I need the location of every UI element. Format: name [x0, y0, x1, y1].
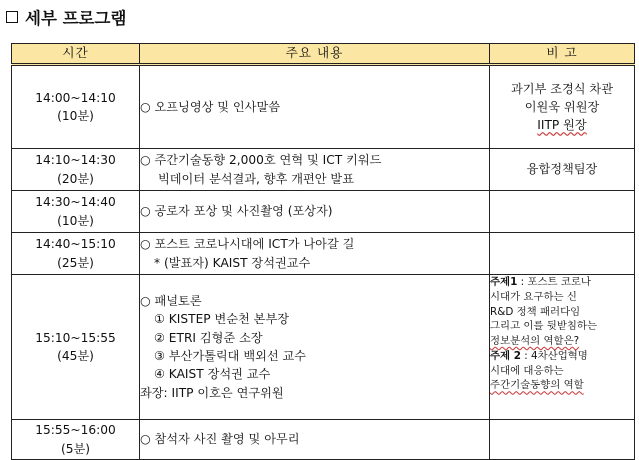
time-duration: (25분) [57, 255, 94, 270]
topic-line: 주간기술동향의 역할 [490, 379, 584, 392]
content-line: 좌장: IITP 이호은 연구위원 [140, 385, 284, 400]
topic-line: R&D 정책 패러다임 [490, 305, 581, 318]
column-header-time: 시간 [12, 44, 140, 65]
topic-line: 정보분석의 역할은? [490, 335, 580, 348]
table-row [12, 65, 635, 149]
content-cell [140, 65, 490, 149]
topic-text: : 4차산업혁명 [520, 349, 588, 362]
content-line: ○ 패널토론 [140, 294, 202, 309]
time-range: 14:40~15:10 [35, 237, 116, 252]
topic-line [490, 275, 634, 290]
table-row [12, 191, 635, 233]
time-cell [12, 275, 140, 420]
section-heading [6, 4, 126, 30]
content-line: ① KISTEP 변순천 본부장 [154, 312, 290, 327]
note-line: 이원욱 위원장 [524, 99, 600, 114]
time-range: 14:30~14:40 [35, 195, 116, 210]
content-cell [140, 191, 490, 233]
time-duration: (45분) [57, 349, 94, 363]
table-header-row [12, 44, 635, 65]
table-row [12, 149, 635, 191]
time-duration: (20분) [57, 171, 94, 186]
column-header-content: 주요 내용 [140, 44, 490, 65]
time-duration: (5분) [60, 441, 91, 456]
content-line: ○ 공로자 포상 및 사진촬영 (포상자) [140, 204, 333, 219]
content-line: 빅데이터 분석결과, 향후 개편안 발표 [158, 171, 354, 186]
time-cell [12, 65, 140, 149]
time-cell [12, 149, 140, 191]
checkbox-square-icon [6, 11, 18, 23]
time-range: 14:00~14:10 [35, 90, 116, 105]
time-cell [12, 191, 140, 233]
topic-label: 주제1 [490, 276, 518, 288]
content-line: ② ETRI 김형준 소장 [154, 330, 263, 345]
time-duration: (10분) [57, 213, 94, 228]
note-cell-topics [490, 275, 635, 420]
content-cell [140, 149, 490, 191]
content-line: ○ 오프닝영상 및 인사말씀 [140, 99, 280, 114]
content-cell [140, 420, 490, 460]
content-line: ○ 포스트 코로나시대에 ICT가 나아갈 길 [140, 237, 355, 252]
content-line: ④ KAIST 장석권 교수 [154, 367, 271, 382]
content-line: * (발표자) KAIST 장석권교수 [154, 255, 311, 270]
note-cell [490, 233, 635, 275]
content-cell [140, 233, 490, 275]
note-cell [490, 149, 635, 191]
note-cell [490, 420, 635, 460]
time-duration: (10분) [57, 109, 94, 123]
note-cell [490, 65, 635, 149]
content-line: ○ 참석자 사진 촬영 및 아무리 [140, 432, 300, 447]
section-title: 세부 프로그램 [25, 9, 127, 28]
topic-line [490, 349, 634, 364]
table-row [12, 233, 635, 275]
topic-line: 시대가 요구하는 신 [490, 290, 577, 303]
note-cell [490, 191, 635, 233]
note-line: IITP 원장 [537, 118, 587, 133]
program-table [11, 43, 635, 460]
note-line: 과기부 조경식 차관 [511, 81, 613, 96]
table-row [12, 275, 635, 420]
content-cell [140, 275, 490, 420]
topic-line: 그리고 이를 뒷받침하는 [490, 320, 597, 333]
time-range: 14:10~14:30 [35, 153, 116, 168]
topic-label: 주제 2 [490, 349, 521, 362]
content-line: ③ 부산가톨릭대 백외선 교수 [154, 349, 307, 363]
time-cell [12, 420, 140, 460]
topic-line: 시대에 대응하는 [490, 364, 564, 377]
time-range: 15:55~16:00 [35, 423, 116, 438]
column-header-note: 비 고 [490, 44, 635, 65]
note-line: 융합정책팀장 [526, 162, 598, 177]
time-cell [12, 233, 140, 275]
content-line: ○ 주간기술동향 2,000호 연혁 및 ICT 키워드 [140, 153, 382, 168]
topic-text: : 포스트 코로나 [517, 276, 591, 288]
time-range: 15:10~15:55 [35, 330, 116, 345]
table-row [12, 420, 635, 460]
